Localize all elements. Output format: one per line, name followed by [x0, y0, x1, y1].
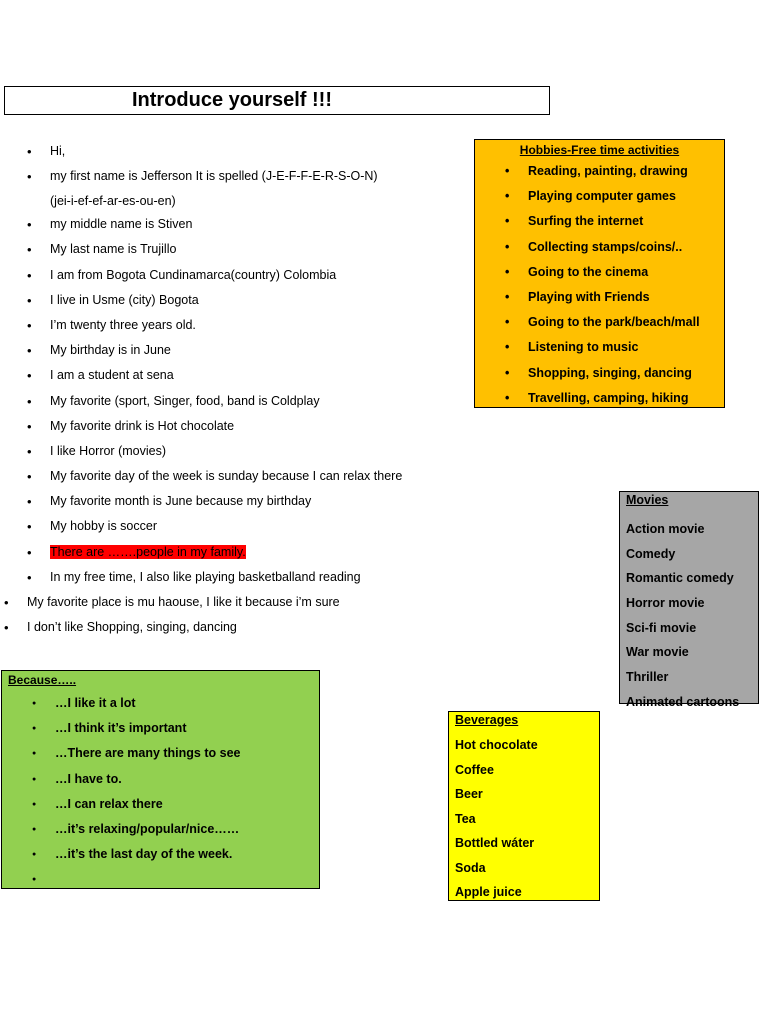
- list-item: • I am a student at sena: [0, 363, 470, 388]
- list-item: ● …I like it a lot: [2, 691, 319, 716]
- list-item-line: my first name is Jefferson It is spelled (J-E-F-F-E-R-S-O-N): [50, 169, 378, 184]
- movies-title: Movies: [626, 493, 669, 507]
- list-item: • Surfing the internet: [475, 209, 724, 234]
- list-item: • My hobby is soccer: [0, 514, 470, 539]
- list-item: • Going to the park/beach/mall: [475, 310, 724, 335]
- because-title: Because…..: [8, 673, 77, 687]
- list-item: • My favorite drink is Hot chocolate: [0, 414, 470, 439]
- list-item: Romantic comedy: [626, 571, 734, 586]
- list-item: • I am from Bogota Cundinamarca(country) Colombia: [0, 263, 470, 288]
- list-item: • Playing computer games: [475, 184, 724, 209]
- hobbies-box: [474, 139, 725, 408]
- list-item: Apple juice: [455, 885, 522, 899]
- list-item: • Shopping, singing, dancing: [475, 361, 724, 386]
- list-item: Animated cartoons: [626, 694, 740, 709]
- list-item: Beer: [455, 787, 483, 801]
- list-item: • My favorite month is June because my birthday: [0, 489, 470, 514]
- hobbies-title: Hobbies-Free time activities: [519, 143, 680, 157]
- list-item: [0, 164, 470, 212]
- list-item: • My birthday is in June: [0, 338, 470, 363]
- beverages-box: [448, 711, 600, 901]
- list-item: Sci-fi movie: [626, 620, 697, 635]
- intro-list: [0, 139, 470, 640]
- list-item: ● …I can relax there: [2, 792, 319, 817]
- list-item: Action movie: [626, 522, 705, 536]
- list-item: ● …I think it’s important: [2, 716, 319, 741]
- list-item: • Travelling, camping, hiking: [475, 386, 724, 411]
- list-item: • Hi,: [0, 139, 470, 164]
- movies-box: [619, 491, 759, 709]
- because-box: [1, 670, 320, 889]
- because-list: [2, 691, 319, 893]
- list-item: • I live in Usme (city) Bogota: [0, 288, 470, 313]
- list-item: • my middle name is Stiven: [0, 212, 470, 237]
- list-item: Bottled wáter: [455, 836, 535, 850]
- list-item: Horror movie: [626, 596, 705, 611]
- list-item: • Going to the cinema: [475, 260, 724, 285]
- list-item: • My favorite day of the week is sunday because I can relax there: [0, 464, 470, 489]
- list-item: • In my free time, I also like playing basketballand reading: [0, 565, 470, 590]
- list-item: Coffee: [455, 762, 494, 777]
- list-item: • My favorite place is mu haouse, I like it because i’m sure: [0, 590, 470, 615]
- list-item: ● …There are many things to see: [2, 741, 319, 766]
- list-item-empty: [2, 867, 319, 892]
- list-item: ● …it’s relaxing/popular/nice……: [2, 817, 319, 842]
- list-item: ● …it’s the last day of the week.: [2, 842, 319, 867]
- list-item-line: (jei-i-ef-ef-ar-es-ou-en): [50, 194, 176, 209]
- list-item: Tea: [455, 811, 476, 826]
- list-item: • I don’t like Shopping, singing, dancing: [0, 615, 470, 640]
- list-item: • My favorite (sport, Singer, food, band is Coldplay: [0, 389, 470, 414]
- hobbies-list: [475, 159, 724, 411]
- beverages-title: Beverages: [455, 713, 519, 727]
- list-item: Soda: [455, 860, 486, 875]
- list-item: • I like Horror (movies): [0, 439, 470, 464]
- list-item: ● …I have to.: [2, 767, 319, 792]
- page-title: Introduce yourself !!!: [131, 89, 332, 111]
- list-item: • My last name is Trujillo: [0, 237, 470, 262]
- list-item: • Listening to music: [475, 335, 724, 360]
- highlighted-text: There are …….people in my family.: [50, 544, 246, 559]
- list-item-highlighted: [0, 540, 470, 565]
- list-item: • I’m twenty three years old.: [0, 313, 470, 338]
- list-item: War movie: [626, 645, 689, 660]
- list-item: Hot chocolate: [455, 738, 538, 752]
- list-item: Comedy: [626, 546, 676, 561]
- list-item: • Collecting stamps/coins/..: [475, 235, 724, 260]
- page-title-box: [4, 86, 550, 115]
- list-item: • Reading, painting, drawing: [475, 159, 724, 184]
- list-item: Thriller: [626, 670, 669, 685]
- list-item: • Playing with Friends: [475, 285, 724, 310]
